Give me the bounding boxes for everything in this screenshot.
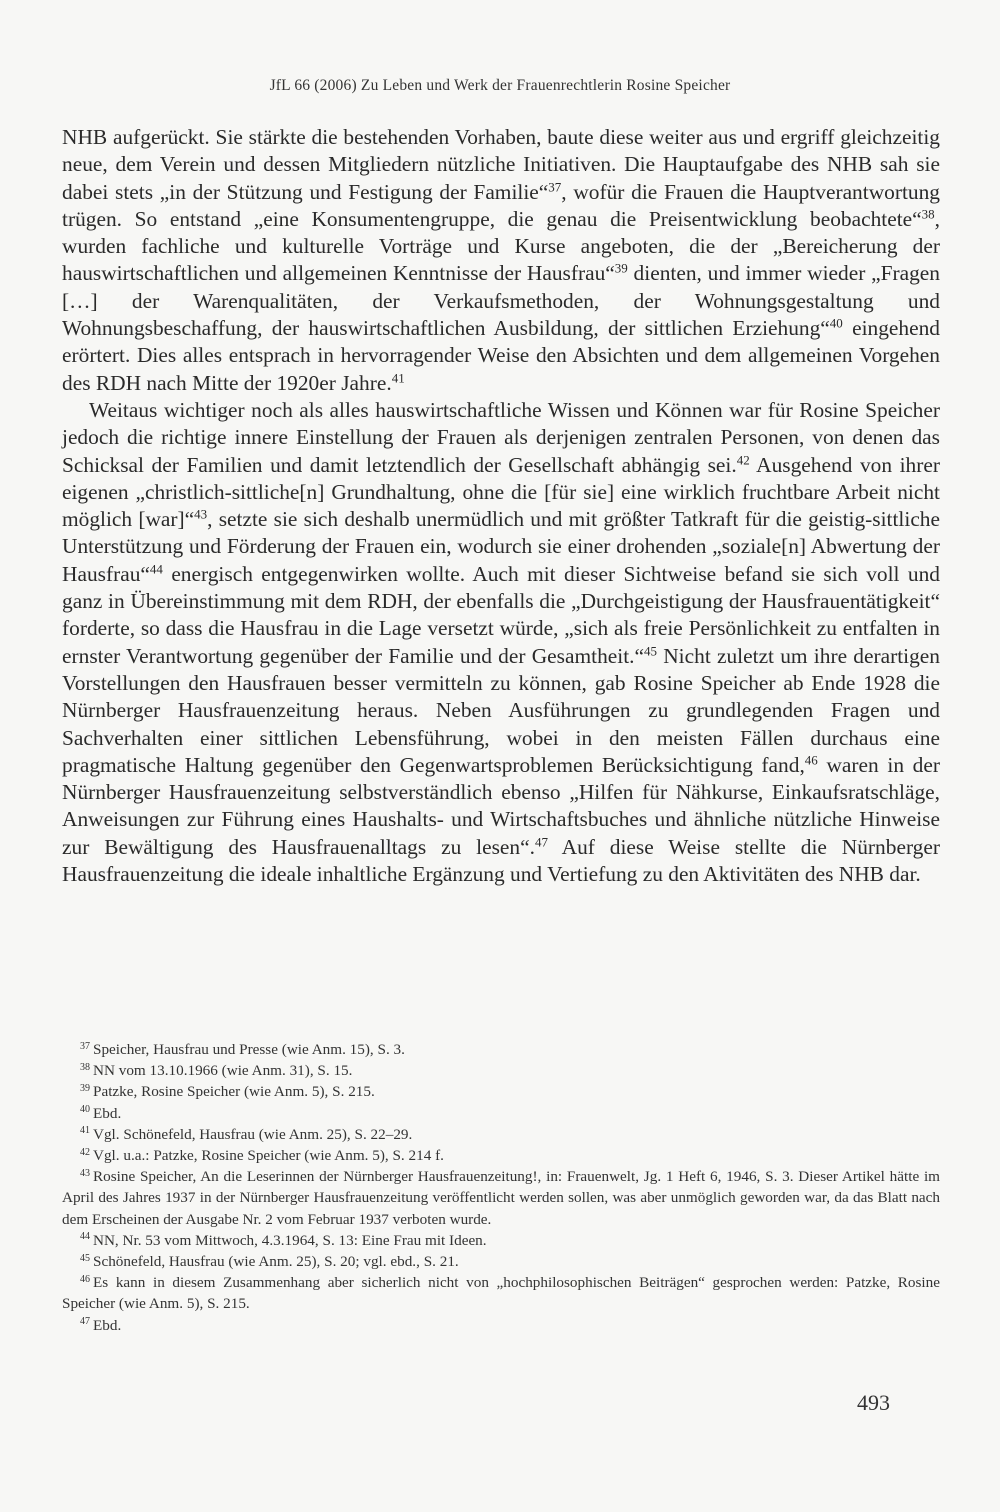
text-run: dienten, und immer wieder „Fragen […] der Warenqualitäten, der Verkaufsmethoden, der Wohnungsgestaltung und Wohnungsbeschaffung, der hauswirtschaftlichen Ausbildung, der sittlichen Erziehung“ — [62, 261, 940, 341]
footnote-text: Patzke, Rosine Speicher (wie Anm. 5), S. 215. — [93, 1083, 375, 1101]
text-run: Ausgehend von ihrer eigenen „christlich-sittliche[n] Grundhaltung, ohne die [für sie] eine wirklich fruchtbare Arbeit nicht möglich [war]“ — [62, 452, 940, 532]
footnote-number: 45 — [80, 1252, 90, 1264]
footnote-number: 44 — [80, 1231, 90, 1243]
footnote-ref-46: 46 — [804, 752, 818, 768]
text-run: Weitaus wichtiger noch als alles hauswirtschaftliche Wissen und Können war für Rosine Speicher jedoch die richtige innere Einstellung der Frauen als derjenigen zentralen Personen, von denen das Schicksal der Familien und damit letztendlich der Gesellschaft abhängig sei. — [62, 397, 940, 477]
paragraph-2 — [62, 397, 940, 888]
footnote-45 — [62, 1251, 940, 1272]
footnote-ref-41: 41 — [391, 370, 405, 386]
footnote-ref-42: 42 — [736, 452, 750, 468]
footnotes — [62, 1039, 940, 1336]
footnote-ref-47: 47 — [534, 834, 548, 850]
footnote-text: Es kann in diesem Zusammenhang aber sicherlich nicht von „hochphilosophischen Beiträgen“ gesprochen werden: Patzke, Rosine Speicher (wie Anm. 5), S. 215. — [62, 1274, 940, 1313]
footnote-text: Vgl. u.a.: Patzke, Rosine Speicher (wie Anm. 5), S. 214 f. — [93, 1147, 444, 1165]
paragraph-1 — [62, 124, 940, 397]
footnote-39 — [62, 1081, 940, 1102]
footnote-number: 40 — [80, 1104, 90, 1116]
footnote-text: Vgl. Schönefeld, Hausfrau (wie Anm. 25), S. 22–29. — [93, 1125, 413, 1143]
footnote-text: Ebd. — [93, 1104, 122, 1122]
footnote-ref-40: 40 — [829, 315, 843, 331]
footnote-38 — [62, 1060, 940, 1081]
footnote-ref-38: 38 — [921, 206, 935, 222]
footnote-43 — [62, 1166, 940, 1230]
main-text — [62, 124, 940, 888]
footnote-text: Schönefeld, Hausfrau (wie Anm. 25), S. 20; vgl. ebd., S. 21. — [93, 1253, 459, 1271]
footnote-44 — [62, 1230, 940, 1251]
text-run: eingehend erörtert. Dies alles entsprach in hervorragender Weise den Absichten und dem allgemeinen Vorgehen des RDH nach Mitte der 1920er Jahre. — [62, 316, 940, 395]
footnote-ref-39: 39 — [614, 260, 628, 276]
footnote-text: NN vom 13.10.1966 (wie Anm. 31), S. 15. — [93, 1062, 353, 1080]
footnote-41 — [62, 1124, 940, 1145]
running-head: JfL 66 (2006) Zu Leben und Werk der Frauenrechtlerin Rosine Speicher — [269, 77, 731, 94]
footnote-ref-44: 44 — [149, 561, 163, 577]
footnote-text: Ebd. — [93, 1316, 122, 1334]
footnote-40 — [62, 1103, 940, 1124]
footnote-text: Speicher, Hausfrau und Presse (wie Anm. 15), S. 3. — [93, 1041, 405, 1058]
footnote-number: 38 — [80, 1061, 90, 1073]
footnote-46 — [62, 1272, 940, 1314]
text-run: Auf diese Weise stellte die Nürnberger Hausfrauenzeitung die ideale inhaltliche Ergänzung und Vertiefung zu den Aktivitäten des NHB dar. — [62, 834, 940, 887]
text-run: Nicht zuletzt um ihre derartigen Vorstellungen den Hausfrauen besser vermitteln zu können, gab Rosine Speicher ab Ende 1928 die Nürnberger Hausfrauenzeitung heraus. Neben Ausführungen zu grundlegenden Fragen und Sachverhalten einer sittlichen Lebensführung, wobei in den meisten Fällen durchaus eine pragmatische Haltung gegenüber den Gegenwartsproblemen Berücksichtigung fand, — [62, 643, 940, 777]
footnote-number: 42 — [80, 1146, 90, 1158]
footnote-42 — [62, 1145, 940, 1166]
footnote-number: 43 — [80, 1167, 90, 1179]
text-run: , wofür die Frauen die Hauptverantwortung trügen. So entstand „eine Konsumentengruppe, die genau die Preisentwicklung beobachtete“ — [62, 179, 940, 231]
text-run: , wurden fachliche und kulturelle Vorträge und Kurse angeboten, die der „Bereicherung der hauswirtschaftlichen und allgemeinen Kenntnisse der Hausfrau“ — [62, 206, 940, 286]
footnote-number: 46 — [80, 1273, 90, 1285]
footnote-37 — [62, 1039, 940, 1060]
text-run: , setzte sie sich deshalb unermüdlich und mit größter Tatkraft für die geistig-sittliche Unterstützung und Förderung der Frauen ein, wodurch sie einer drohenden „soziale[n] Abwertung der Hausfrau“ — [62, 507, 940, 586]
footnote-text: Rosine Speicher, An die Leserinnen der Nürnberger Hausfrauenzeitung!, in: Frauenwelt, Jg. 1 Heft 6, 1946, S. 3. Dieser Artikel hätte im April des Jahres 1937 in der Nürnberger Hausfrauenzeitung veröffentlicht werden sollen, was aber unmöglich geworden war, da das Blatt nach dem Erscheinen der Ausgabe Nr. 2 vom Februar 1937 verboten wurde. — [62, 1168, 940, 1228]
footnote-number: 37 — [80, 1040, 90, 1052]
text-run: waren in der Nürnberger Hausfrauenzeitung selbstverständlich ebenso „Hilfen für Nähkurse, Einkaufsratschläge, Anweisungen zur Führung eines Haushalts- und Wirtschaftsbuches und ähnliche nützliche Hinweise zur Bewältigung des Hausfrauenalltags zu lesen“. — [62, 752, 940, 859]
footnote-ref-45: 45 — [644, 643, 657, 659]
footnote-ref-43: 43 — [194, 506, 208, 522]
footnote-ref-37: 37 — [548, 179, 562, 195]
text-run: energisch entgegenwirken wollte. Auch mit dieser Sichtweise befand sie sich voll und ganz in Übereinstimmung mit dem RDH, der ebenfalls die „Durchgeistigung der Hausfrauentätigkeit“ forderte, so dass die Hausfrau in die Lage versetzt würde, „sich als freie Persönlichkeit zu entfalten in ernster Verantwortung gegenüber der Familie und der Gesamtheit.“ — [62, 561, 940, 668]
footnote-47 — [62, 1315, 940, 1336]
text-run: NHB aufgerückt. Sie stärkte die bestehenden Vorhaben, baute diese weiter aus und ergriff gleichzeitig neue, dem Verein und dessen Mitgliedern nützliche Initiativen. Die Hauptaufgabe des NHB sah sie dabei stets „in der Stützung und Festigung der Familie“ — [62, 125, 940, 204]
page-number: 493 — [857, 1390, 890, 1415]
footnote-number: 47 — [80, 1316, 90, 1328]
footnote-number: 39 — [80, 1082, 90, 1094]
footnote-text: NN, Nr. 53 vom Mittwoch, 4.3.1964, S. 13: Eine Frau mit Ideen. — [93, 1231, 487, 1249]
footnote-number: 41 — [80, 1125, 90, 1137]
